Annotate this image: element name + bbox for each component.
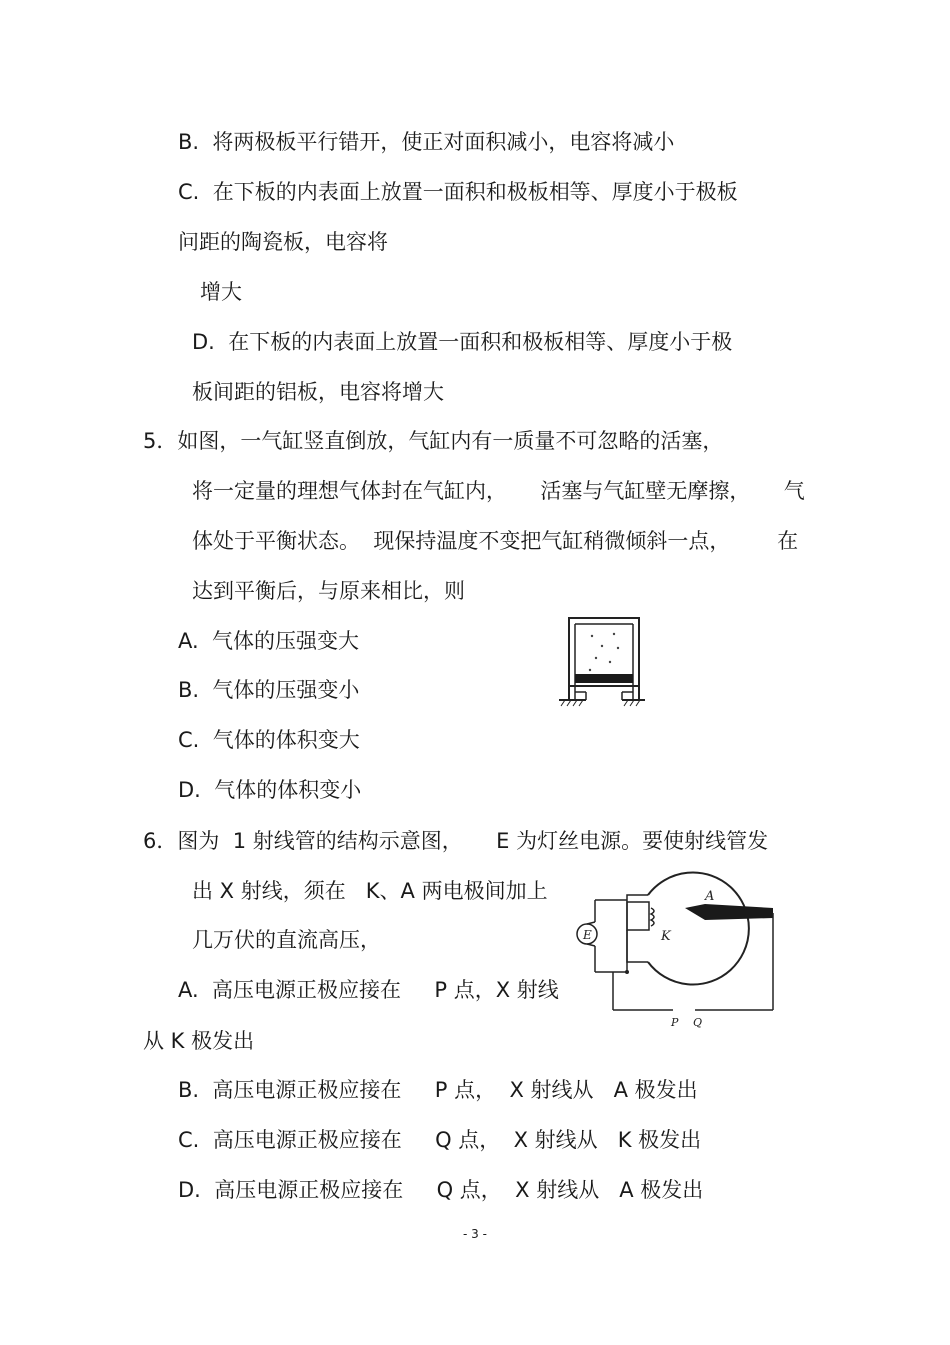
q5-stem-line2: 将一定量的理想气体封在气缸内， 活塞与气缸壁无摩擦， 气 [192,479,805,503]
q4-option-c-line1: C. 在下板的内表面上放置一面积和极板相等、厚度小于极板 [178,180,738,204]
label-k: K [661,929,671,944]
q6-option-c: C. 高压电源正极应接在 Q 点， X 射线从 K 极发出 [178,1128,702,1152]
xray-tube-figure [565,860,785,1035]
q6-option-a-line1: A. 高压电源正极应接在 P 点，X 射线 [178,978,559,1002]
label-q: Q [693,1016,703,1029]
q5-option-b: B. 气体的压强变小 [178,678,360,702]
label-e: E [583,928,592,942]
q5-option-d: D. 气体的体积变小 [178,778,362,802]
q4-option-c-line3: 增大 [200,280,242,304]
label-a: A [705,889,715,904]
q6-stem-line2: 出 X 射线，须在 K、A 两电极间加上 [192,879,548,903]
q4-option-d-line1: D. 在下板的内表面上放置一面积和极板相等、厚度小于极 [192,330,733,354]
q6-stem-line3: 几万伏的直流高压， [192,928,381,952]
q6-option-a-line2: 从 K 极发出 [143,1029,255,1053]
page-number: - 3 - [463,1227,487,1241]
q6-stem-line1: 6．图为 1 射线管的结构示意图， E 为灯丝电源。要使射线管发 [143,829,769,853]
label-p: P [671,1016,679,1029]
q6-option-b: B. 高压电源正极应接在 P 点， X 射线从 A 极发出 [178,1078,698,1102]
q5-stem-line4: 达到平衡后，与原来相比，则 [192,579,465,603]
q5-stem-line1: 5．如图，一气缸竖直倒放，气缸内有一质量不可忽略的活塞， [143,429,724,453]
q5-option-a: A. 气体的压强变大 [178,629,360,653]
q4-option-c-line2: 问距的陶瓷板，电容将 [178,230,388,254]
cylinder-figure [556,614,648,714]
q4-option-b: B. 将两极板平行错开，使正对面积减小，电容将减小 [178,130,675,154]
q4-option-d-line2: 板间距的铝板，电容将增大 [192,380,444,404]
q5-stem-line3: 体处于平衡状态。 现保持温度不变把气缸稍微倾斜一点， 在 [192,529,799,553]
q5-option-c: C. 气体的体积变大 [178,728,360,752]
q6-option-d: D. 高压电源正极应接在 Q 点， X 射线从 A 极发出 [178,1178,704,1202]
